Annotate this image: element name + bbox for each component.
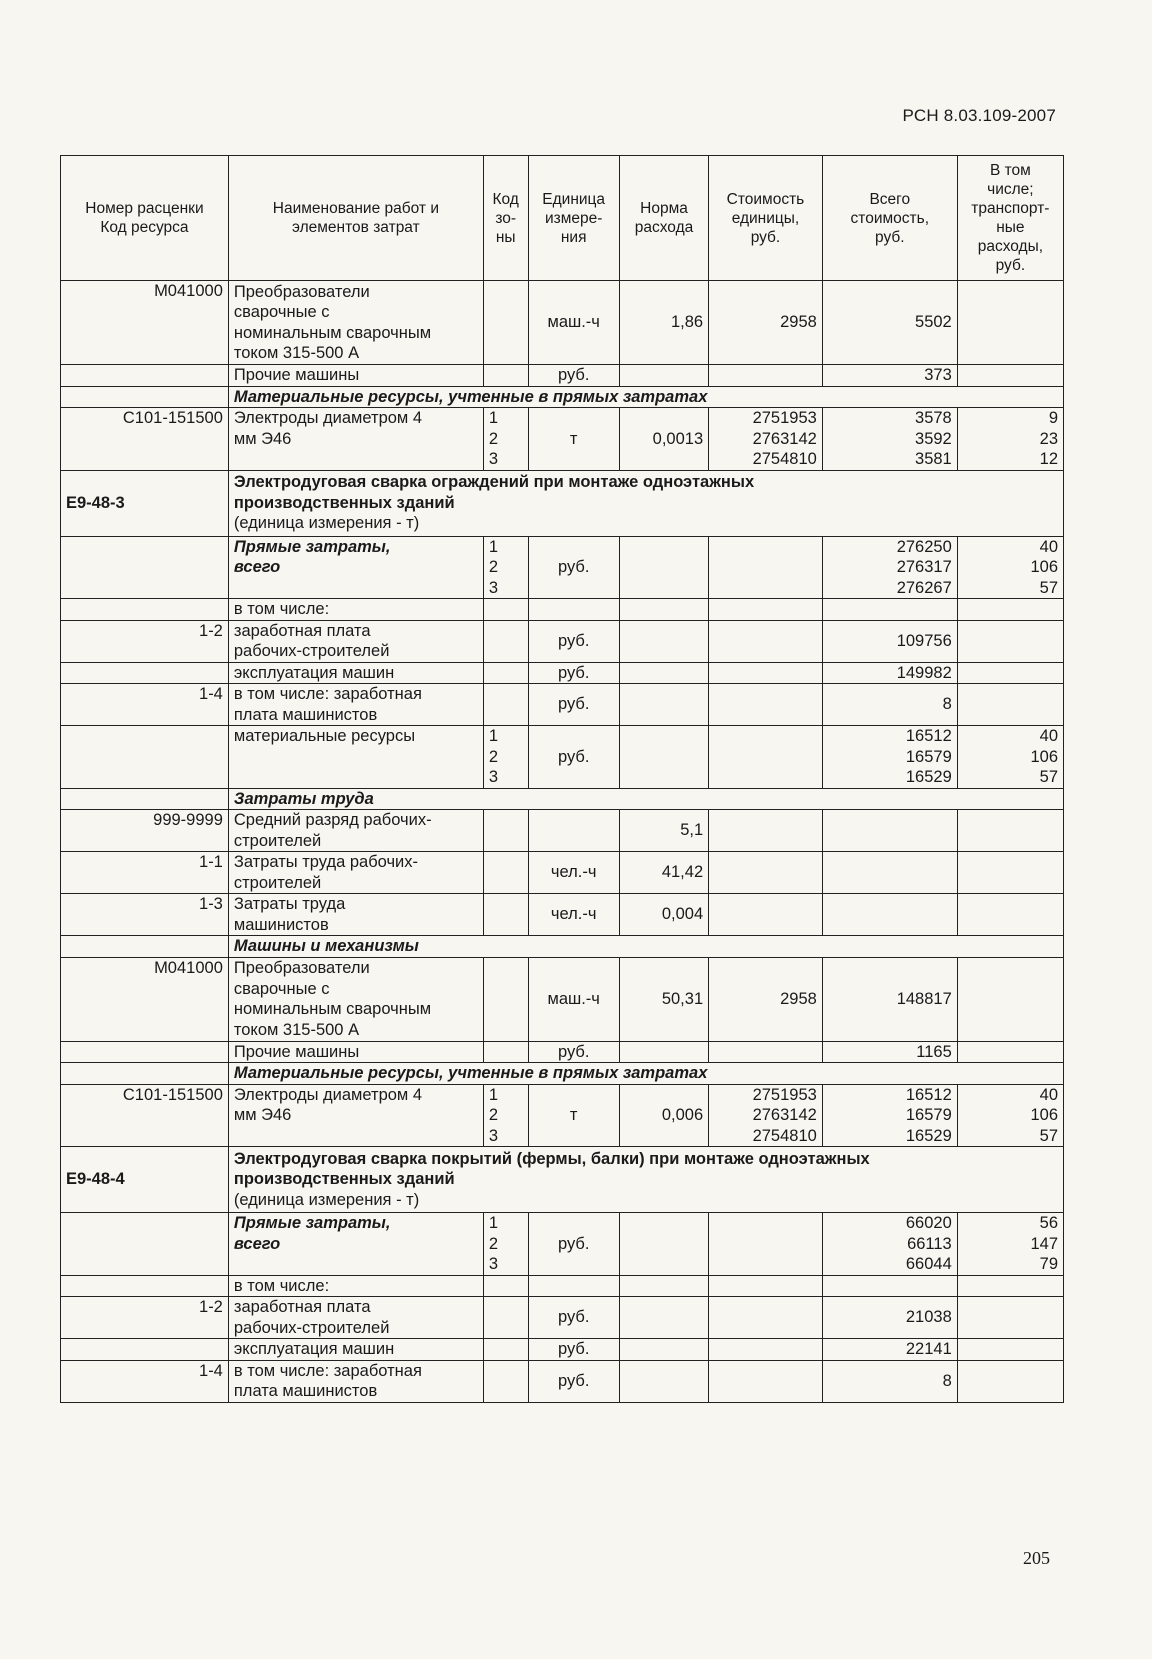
total-cost: 66020 66113 66044 — [822, 1213, 957, 1276]
table-row — [61, 1275, 1064, 1297]
work-name: Прочие машины — [228, 365, 483, 387]
column-header-total: Всего стоимость, руб. — [822, 156, 957, 281]
total-cost: 276250 276317 276267 — [822, 536, 957, 599]
section-title: Материальные ресурсы, учтенные в прямых затратах — [228, 1063, 1063, 1085]
work-name: Затраты труда машинистов — [228, 894, 483, 936]
norm: 0,006 — [619, 1084, 708, 1147]
work-name: эксплуатация машин — [228, 1339, 483, 1361]
resource-code: С101-151500 — [61, 1084, 229, 1147]
unit: руб. — [528, 1297, 619, 1339]
work-name: Прочие машины — [228, 1041, 483, 1063]
table-row — [61, 1213, 1064, 1276]
table-row — [61, 1339, 1064, 1361]
total-cost: 109756 — [822, 620, 957, 662]
table-row — [61, 599, 1064, 621]
transport-cost: 40 106 57 — [957, 726, 1063, 789]
table-row — [61, 810, 1064, 852]
resource-code: М041000 — [61, 957, 229, 1041]
rate-title-cell — [228, 1147, 1063, 1213]
table-row — [61, 1360, 1064, 1402]
transport-cost: 40 106 57 — [957, 536, 1063, 599]
work-name: Средний разряд рабочих- строителей — [228, 810, 483, 852]
work-name: материальные ресурсы — [228, 726, 483, 789]
table-row — [61, 684, 1064, 726]
norm: 0,0013 — [619, 408, 708, 471]
unit: руб. — [528, 536, 619, 599]
section-title: Материальные ресурсы, учтенные в прямых затратах — [228, 386, 1063, 408]
table-row — [61, 620, 1064, 662]
column-header-zone: Код зо- ны — [483, 156, 528, 281]
column-header-unit-cost: Стоимость единицы, руб. — [709, 156, 823, 281]
rate-number: Е9-48-3 — [61, 470, 229, 536]
work-name: в том числе: — [228, 1275, 483, 1297]
work-name: Электроды диаметром 4 мм Э46 — [228, 1084, 483, 1147]
work-name: Прямые затраты, всего — [228, 536, 483, 599]
resource-code: С101-151500 — [61, 408, 229, 471]
column-header-norm: Норма расхода — [619, 156, 708, 281]
work-name: в том числе: — [228, 599, 483, 621]
table-row — [61, 957, 1064, 1041]
transport-cost: 56 147 79 — [957, 1213, 1063, 1276]
rate-title-row — [61, 470, 1064, 536]
table-row — [61, 662, 1064, 684]
rate-unit: (единица измерения - т) — [233, 514, 420, 533]
rates-table — [60, 155, 1064, 1403]
unit: руб. — [528, 1041, 619, 1063]
resource-code: 1-4 — [61, 1360, 229, 1402]
rate-title-row — [61, 1147, 1064, 1213]
page-number: 205 — [1023, 1548, 1050, 1568]
norm: 0,004 — [619, 894, 708, 936]
column-header-transport: В том числе; транспорт- ные расходы, руб. — [957, 156, 1063, 281]
unit: руб. — [528, 1360, 619, 1402]
unit: руб. — [528, 1339, 619, 1361]
total-cost: 8 — [822, 684, 957, 726]
unit-cost: 2958 — [709, 957, 823, 1041]
resource-code: 1-2 — [61, 620, 229, 662]
section-row — [61, 936, 1064, 958]
resource-code: 1-1 — [61, 852, 229, 894]
work-name: Преобразователи сварочные с номинальным сварочным током 315-500 А — [228, 957, 483, 1041]
transport-cost: 9 23 12 — [957, 408, 1063, 471]
resource-code: 1-4 — [61, 684, 229, 726]
work-name: заработная плата рабочих-строителей — [228, 620, 483, 662]
unit: маш.-ч — [528, 281, 619, 365]
norm: 5,1 — [619, 810, 708, 852]
total-cost: 373 — [822, 365, 957, 387]
document-code: РСН 8.03.109-2007 — [902, 106, 1056, 125]
section-row — [61, 386, 1064, 408]
unit-cost: 2958 — [709, 281, 823, 365]
rate-title: Электродуговая сварка ограждений при монтаже одноэтажных производственных зданий — [233, 473, 755, 512]
work-name: Прямые затраты, всего — [228, 1213, 483, 1276]
table-row — [61, 281, 1064, 365]
resource-code: М041000 — [61, 281, 229, 365]
section-title: Машины и механизмы — [228, 936, 1063, 958]
work-name: в том числе: заработная плата машинистов — [228, 1360, 483, 1402]
section-title: Затраты труда — [228, 788, 1063, 810]
column-header-name: Наименование работ и элементов затрат — [228, 156, 483, 281]
table-row — [61, 726, 1064, 789]
table-row — [61, 1084, 1064, 1147]
table-row — [61, 894, 1064, 936]
unit: руб. — [528, 662, 619, 684]
unit: маш.-ч — [528, 957, 619, 1041]
norm: 1,86 — [619, 281, 708, 365]
rate-title: Электродуговая сварка покрытий (фермы, балки) при монтаже одноэтажных производственных зданий — [233, 1149, 870, 1189]
column-header-unit: Единица измере- ния — [528, 156, 619, 281]
unit: руб. — [528, 1213, 619, 1276]
unit: чел.-ч — [528, 894, 619, 936]
norm: 50,31 — [619, 957, 708, 1041]
unit-cost: 2751953 2763142 2754810 — [709, 408, 823, 471]
work-name: заработная плата рабочих-строителей — [228, 1297, 483, 1339]
unit: т — [528, 1084, 619, 1147]
resource-code: 1-2 — [61, 1297, 229, 1339]
section-row — [61, 1063, 1064, 1085]
total-cost: 16512 16579 16529 — [822, 1084, 957, 1147]
rate-title-cell — [228, 470, 1063, 536]
work-name: эксплуатация машин — [228, 662, 483, 684]
work-name: в том числе: заработная плата машинистов — [228, 684, 483, 726]
zone-codes: 1 2 3 — [483, 726, 528, 789]
total-cost: 148817 — [822, 957, 957, 1041]
resource-code: 999-9999 — [61, 810, 229, 852]
work-name: Преобразователи сварочные с номинальным сварочным током 315-500 А — [228, 281, 483, 365]
table-row — [61, 365, 1064, 387]
work-name: Электроды диаметром 4 мм Э46 — [228, 408, 483, 471]
unit: чел.-ч — [528, 852, 619, 894]
resource-code: 1-3 — [61, 894, 229, 936]
column-header-code: Номер расценки Код ресурса — [61, 156, 229, 281]
zone-codes: 1 2 3 — [483, 1084, 528, 1147]
table-row — [61, 536, 1064, 599]
total-cost: 21038 — [822, 1297, 957, 1339]
zone-codes: 1 2 3 — [483, 536, 528, 599]
section-row — [61, 788, 1064, 810]
total-cost: 149982 — [822, 662, 957, 684]
table-row — [61, 1041, 1064, 1063]
table-row — [61, 1297, 1064, 1339]
table-row — [61, 408, 1064, 471]
unit: руб. — [528, 620, 619, 662]
table-header-row — [61, 156, 1064, 281]
total-cost: 22141 — [822, 1339, 957, 1361]
total-cost: 1165 — [822, 1041, 957, 1063]
zone-codes: 1 2 3 — [483, 1213, 528, 1276]
rate-unit: (единица измерения - т) — [233, 1190, 420, 1209]
unit: т — [528, 408, 619, 471]
table-row — [61, 852, 1064, 894]
unit: руб. — [528, 365, 619, 387]
total-cost: 16512 16579 16529 — [822, 726, 957, 789]
norm: 41,42 — [619, 852, 708, 894]
zone-codes: 1 2 3 — [483, 408, 528, 471]
unit: руб. — [528, 726, 619, 789]
rate-number: Е9-48-4 — [61, 1147, 229, 1213]
total-cost: 3578 3592 3581 — [822, 408, 957, 471]
unit: руб. — [528, 684, 619, 726]
transport-cost: 40 106 57 — [957, 1084, 1063, 1147]
total-cost: 8 — [822, 1360, 957, 1402]
work-name: Затраты труда рабочих- строителей — [228, 852, 483, 894]
total-cost: 5502 — [822, 281, 957, 365]
unit-cost: 2751953 2763142 2754810 — [709, 1084, 823, 1147]
